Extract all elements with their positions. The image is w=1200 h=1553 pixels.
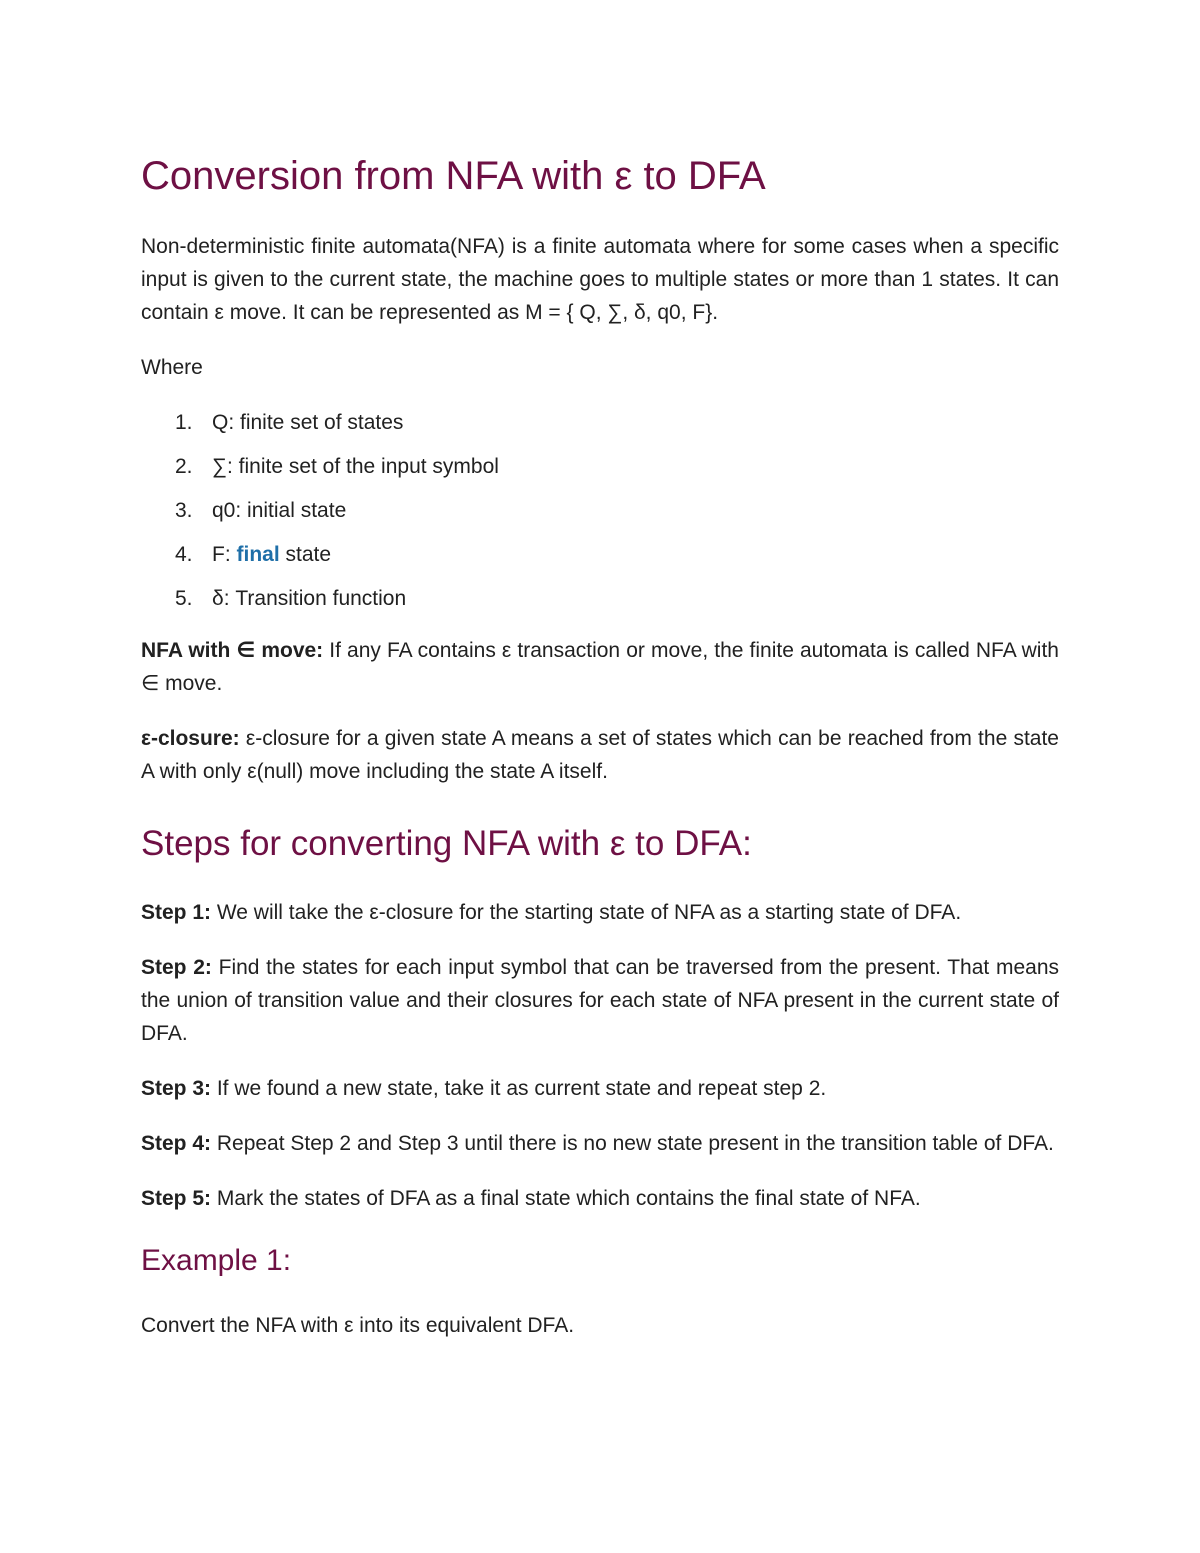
nfa-move-label: NFA with ∈ move:	[141, 639, 324, 662]
step-text: Mark the states of DFA as a final state which contains the final state of NFA.	[211, 1187, 921, 1210]
eclosure-label: ε-closure:	[141, 727, 240, 750]
final-link[interactable]: final	[236, 543, 280, 566]
list-item	[141, 540, 1059, 570]
step-text: If we found a new state, take it as current state and repeat step 2.	[211, 1077, 827, 1100]
list-text: Q: finite set of states	[212, 411, 404, 434]
list-number: 5.	[175, 587, 193, 610]
step-paragraph	[141, 896, 1059, 929]
step-paragraph	[141, 951, 1059, 1050]
nfa-move-paragraph	[141, 634, 1059, 700]
step-paragraph	[141, 1182, 1059, 1215]
list-text-suffix: state	[279, 543, 332, 566]
where-label: Where	[141, 356, 203, 379]
list-item	[141, 452, 1059, 482]
definition-list	[141, 408, 1059, 614]
step-text: Repeat Step 2 and Step 3 until there is no new state present in the transition table of DFA.	[211, 1132, 1054, 1155]
list-item	[141, 408, 1059, 438]
step-text: We will take the ε-closure for the starting state of NFA as a starting state of DFA.	[211, 901, 962, 924]
document-content	[141, 148, 1059, 1342]
list-number: 2.	[175, 455, 193, 478]
steps-heading: Steps for converting NFA with ε to DFA:	[141, 824, 752, 863]
list-number: 3.	[175, 499, 193, 522]
step-label: Step 1:	[141, 901, 212, 924]
list-text-prefix: F:	[212, 543, 237, 566]
step-label: Step 4:	[141, 1132, 212, 1155]
step-paragraph	[141, 1127, 1059, 1160]
list-text: δ: Transition function	[212, 587, 407, 610]
list-item	[141, 496, 1059, 526]
step-label: Step 2:	[141, 956, 212, 979]
example-heading: Example 1:	[141, 1244, 292, 1277]
list-item	[141, 584, 1059, 614]
list-number: 1.	[175, 411, 193, 434]
step-label: Step 3:	[141, 1077, 212, 1100]
list-text: ∑: finite set of the input symbol	[212, 455, 499, 478]
list-text: q0: initial state	[212, 499, 347, 522]
eclosure-paragraph	[141, 722, 1059, 788]
example-text: Convert the NFA with ε into its equivalent DFA.	[141, 1314, 575, 1337]
step-paragraph	[141, 1072, 1059, 1105]
page-title: Conversion from NFA with ε to DFA	[141, 154, 766, 198]
step-text: Find the states for each input symbol that can be traversed from the present. That means the union of transition value and their closures for each state of NFA present in the current state of DFA.	[141, 956, 1059, 1045]
list-number: 4.	[175, 543, 193, 566]
step-label: Step 5:	[141, 1187, 212, 1210]
nfa-move-text: If any FA contains ε transaction or move, the finite automata is called NFA with ∈ move.	[141, 639, 1059, 695]
eclosure-text: ε-closure for a given state A means a set of states which can be reached from the state A with only ε(null) move including the state A itself.	[141, 727, 1059, 783]
intro-paragraph: Non-deterministic finite automata(NFA) is a finite automata where for some cases when a specific input is given to the current state, the machine goes to multiple states or more than 1 states. It can contain ε move. It can be represented as M = { Q, ∑, δ, q0, F}.	[141, 235, 1059, 324]
